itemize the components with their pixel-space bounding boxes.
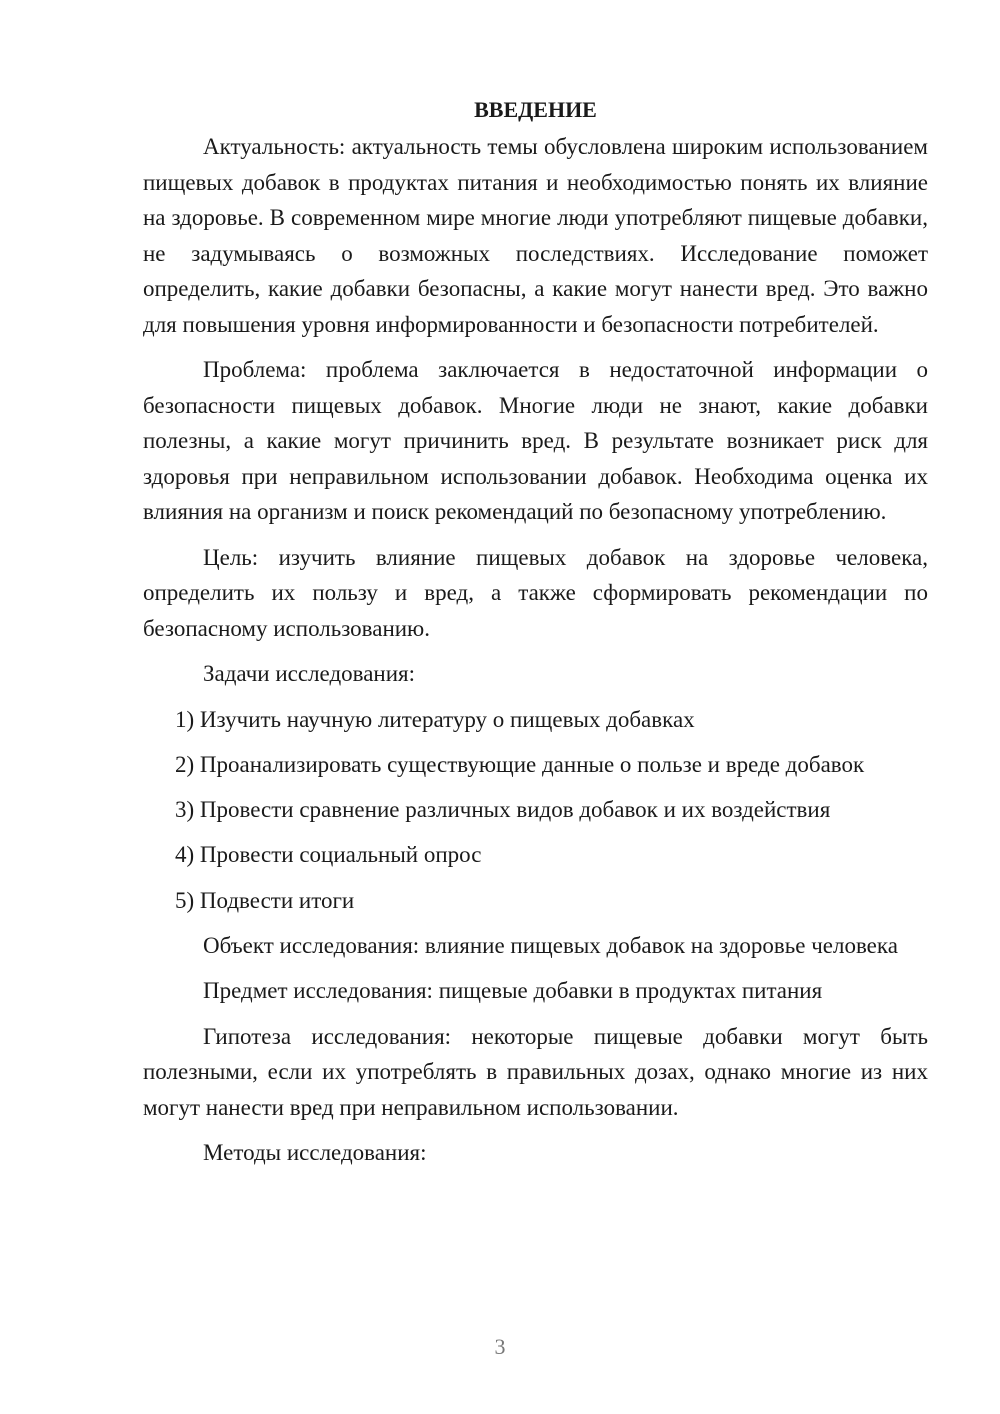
document-page <box>143 92 928 1181</box>
page-number: 3 <box>494 1334 506 1359</box>
list-item: 5) Подвести итоги <box>175 887 355 913</box>
list-item: 1) Изучить научную литературу о пищевых добавках <box>175 706 695 732</box>
tasks-list <box>143 702 928 919</box>
relevance-paragraph: Актуальность: актуальность темы обусловлена широким использованием пищевых добавок в продуктах питания и необходимостью понять их влияние на здоровье. В современном мире многие люди употребляют пищевые добавки, не задумываясь о возможных последствиях. Исследование поможет определить, какие добавки безопасны, а какие могут нанести вред. Это важно для повышения уровня информированности и безопасности потребителей. <box>143 134 928 337</box>
subject-paragraph: Предмет исследования: пищевые добавки в продуктах питания <box>203 978 823 1004</box>
list-item: 3) Провести сравнение различных видов добавок и их воздействия <box>175 797 831 823</box>
goal-paragraph: Цель: изучить влияние пищевых добавок на здоровье человека, определить их пользу и вред, а также сформировать рекомендации по безопасному использованию. <box>143 544 928 641</box>
problem-paragraph: Проблема: проблема заключается в недостаточной информации о безопасности пищевых добавок. Многие люди не знают, какие добавки полезны, а какие могут причинить вред. В результате возникает риск для здоровья при неправильном использовании добавок. Необходима оценка их влияния на организм и поиск рекомендаций по безопасному употреблению. <box>143 357 928 524</box>
section-heading: ВВЕДЕНИЕ <box>474 97 597 122</box>
tasks-title: Задачи исследования: <box>203 661 416 686</box>
object-paragraph: Объект исследования: влияние пищевых добавок на здоровье человека <box>203 932 898 958</box>
hypothesis-paragraph: Гипотеза исследования: некоторые пищевые добавки могут быть полезными, если их употреблять в правильных дозах, однако многие из них могут нанести вред при неправильном использовании. <box>143 1023 928 1120</box>
list-item: 2) Проанализировать существующие данные о пользе и вреде добавок <box>175 751 865 777</box>
list-item: 4) Провести социальный опрос <box>175 842 482 868</box>
methods-title: Методы исследования: <box>203 1140 427 1166</box>
